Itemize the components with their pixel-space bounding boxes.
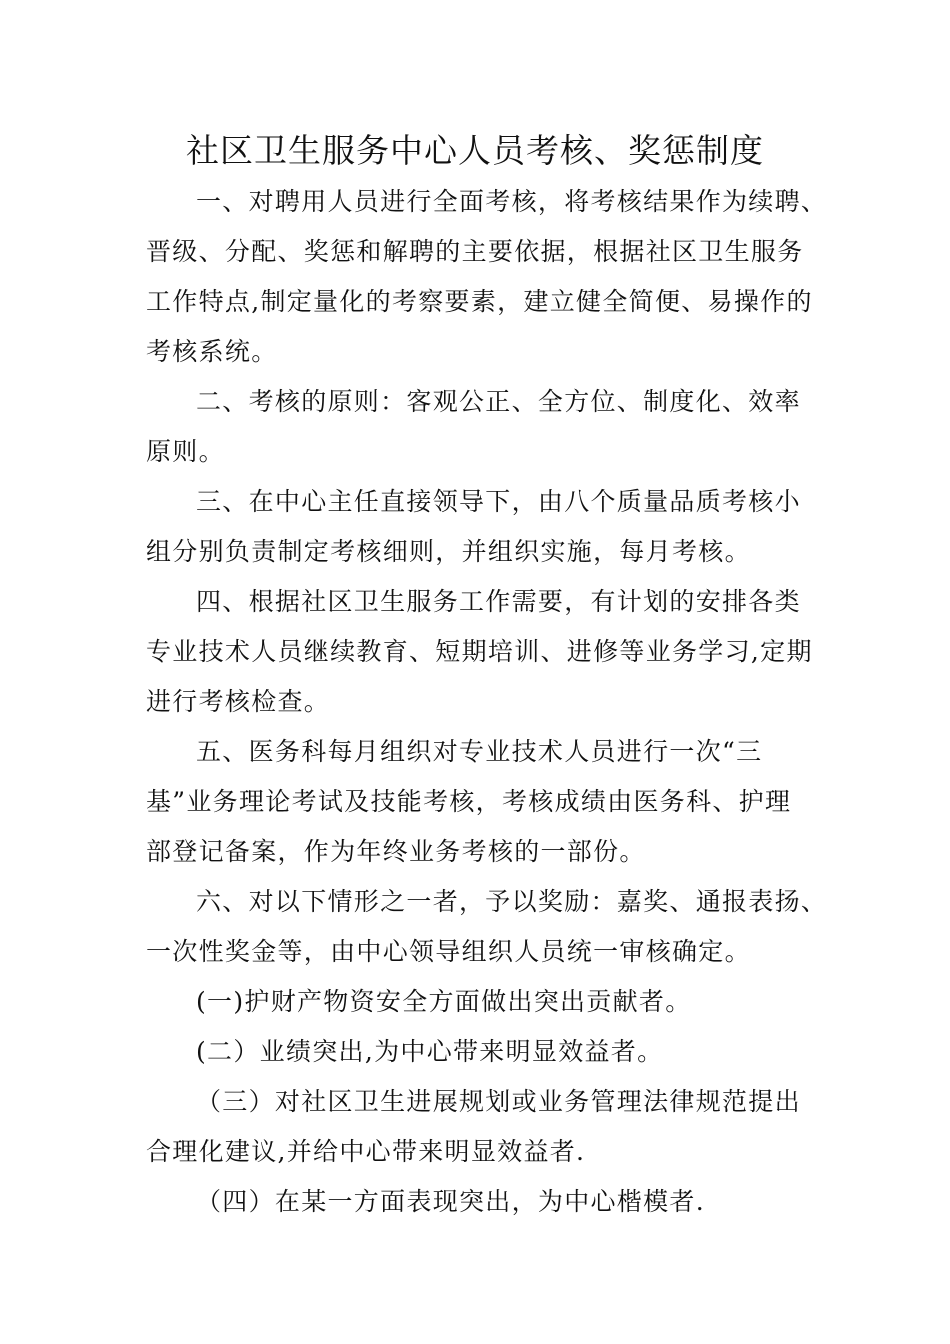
text-line: （四）在某一方面表现突出，为中心楷模者. (196, 1187, 705, 1216)
text-line: 一次性奖金等，由中心领导组织人员统一审核确定。 (146, 937, 751, 966)
text-line: 进行考核检查。 (146, 687, 331, 716)
text-line: 五、医务科每月组织对专业技术人员进行一次“三 (196, 737, 763, 766)
text-line: 原则。 (146, 437, 225, 466)
text-line: 合理化建议,并给中心带来明显效益者. (146, 1137, 586, 1166)
text-line: 部登记备案，作为年终业务考核的一部份。 (146, 837, 646, 866)
text-line: 四、根据社区卫生服务工作需要，有计划的安排各类 (196, 587, 801, 616)
text-line: （三）对社区卫生进展规划或业务管理法律规范提出 (196, 1087, 801, 1116)
document-title: 社区卫生服务中心人员考核、奖惩制度 (186, 131, 764, 170)
text-line: 六、对以下情形之一者，予以奖励：嘉奖、通报表扬、 (196, 887, 828, 916)
text-line: 晋级、分配、奖惩和解聘的主要依据，根据社区卫生服务 (146, 237, 804, 266)
text-line: 考核系统。 (146, 337, 278, 366)
text-line: 基”业务理论考试及技能考核，考核成绩由医务科、护理 (146, 787, 792, 816)
text-line: 一、对聘用人员进行全面考核，将考核结果作为续聘、 (196, 187, 828, 216)
text-line: 三、在中心主任直接领导下，由八个质量品质考核小 (196, 487, 801, 516)
text-line: 专业技术人员继续教育、短期培训、进修等业务学习,定期 (146, 637, 813, 666)
text-line: 工作特点,制定量化的考察要素，建立健全简便、易操作的 (146, 287, 813, 316)
text-line: (二）业绩突出,为中心带来明显效益者。 (196, 1037, 664, 1066)
text-line: (一)护财产物资安全方面做出突出贡献者。 (196, 987, 692, 1016)
text-line: 二、考核的原则：客观公正、全方位、制度化、效率 (196, 387, 801, 416)
text-line: 组分别负责制定考核细则，并组织实施，每月考核。 (146, 537, 751, 566)
